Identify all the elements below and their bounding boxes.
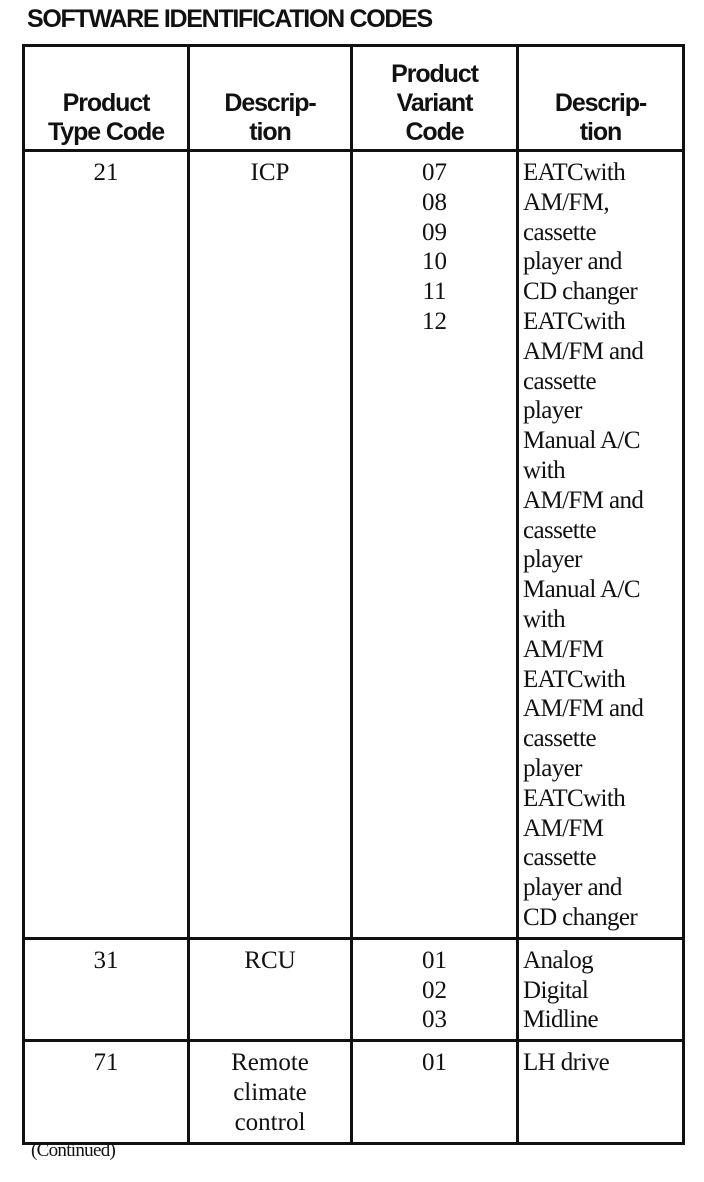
cell-line: EATCwith <box>523 307 626 335</box>
cell-line: Digital <box>523 976 589 1004</box>
header-line: Product <box>62 89 150 117</box>
cell-line: CD changer <box>523 278 638 306</box>
cell-line: 07 <box>422 159 447 186</box>
header-product-type-code <box>24 46 189 151</box>
cell-line: with <box>523 456 566 484</box>
cell-line: cassette <box>523 516 596 544</box>
cell-line: 11 <box>422 278 447 306</box>
cell-line: 31 <box>93 946 119 974</box>
header-line: tion <box>249 118 291 146</box>
cell-line: Analog <box>523 946 593 974</box>
cell-line: Midline <box>523 1006 598 1034</box>
cell-line: AM/FM <box>523 635 604 663</box>
cell-line: AM/FM, <box>523 188 610 216</box>
software-codes-table <box>22 44 685 1145</box>
cell-line: 01 <box>422 946 447 974</box>
cell-line: player and <box>523 874 622 902</box>
cell-line: 12 <box>422 307 447 335</box>
cell-line: player <box>523 754 582 782</box>
description-cell <box>189 1041 352 1143</box>
cell-line: AM/FM and <box>523 337 644 365</box>
cell-line: EATCwith <box>523 665 626 693</box>
cell-line: 01 <box>422 1049 447 1077</box>
cell-line: CD changer <box>523 903 638 931</box>
variant-code-cell <box>352 1041 518 1143</box>
cell-line: Manual A/C <box>523 576 640 604</box>
cell-line: player <box>523 397 582 425</box>
header-line: tion <box>579 118 622 146</box>
cell-line: 02 <box>422 976 447 1004</box>
table-header-row <box>24 46 684 151</box>
description-cell <box>189 151 352 939</box>
cell-line: AM/FM and <box>523 486 644 514</box>
cell-line: cassette <box>523 725 596 753</box>
header-variant-description <box>518 46 684 151</box>
variant-description-cell <box>518 151 684 939</box>
table-row <box>24 1041 684 1143</box>
cell-line: 03 <box>422 1006 447 1034</box>
description-cell <box>189 938 352 1040</box>
header-line: Descrip- <box>224 89 316 117</box>
cell-line: 08 <box>422 188 447 216</box>
cell-line: AM/FM <box>523 814 604 842</box>
continued-note: (Continued) <box>31 1140 116 1161</box>
cell-line: ICP <box>250 159 290 186</box>
cell-line: cassette <box>523 218 596 246</box>
header-description <box>189 46 352 151</box>
cell-line: cassette <box>523 844 596 872</box>
cell-line: LH drive <box>523 1049 610 1077</box>
header-line: Code <box>405 118 464 146</box>
cell-line: player and <box>523 248 622 276</box>
header-line: Type Code <box>47 118 165 146</box>
cell-line: AM/FM and <box>523 695 644 723</box>
cell-line: climate <box>233 1078 307 1106</box>
cell-line: 09 <box>422 218 447 246</box>
cell-line: Manual A/C <box>523 427 640 455</box>
header-line: Descrip- <box>554 89 647 117</box>
type-code-cell <box>24 938 189 1040</box>
cell-line: 71 <box>93 1049 119 1077</box>
variant-description-cell <box>518 938 684 1040</box>
cell-line: EATCwith <box>523 159 626 186</box>
table-row <box>24 938 684 1040</box>
cell-line: Remote <box>231 1049 309 1077</box>
header-line: Product <box>391 60 478 88</box>
page-title: SOFTWARE IDENTIFICATION CODES <box>27 5 432 33</box>
variant-code-cell <box>352 151 518 939</box>
cell-line: 10 <box>422 248 447 276</box>
cell-line: EATCwith <box>523 784 626 812</box>
header-product-variant-code <box>352 46 518 151</box>
header-line: Variant <box>396 89 473 117</box>
cell-line: control <box>234 1108 306 1136</box>
table-row <box>24 151 684 939</box>
variant-description-cell <box>518 1041 684 1143</box>
cell-line: 21 <box>93 159 119 186</box>
type-code-cell <box>24 1041 189 1143</box>
cell-line: cassette <box>523 367 596 395</box>
cell-line: player <box>523 546 582 574</box>
variant-code-cell <box>352 938 518 1040</box>
cell-line: RCU <box>244 946 296 974</box>
type-code-cell <box>24 151 189 939</box>
cell-line: with <box>523 605 566 633</box>
